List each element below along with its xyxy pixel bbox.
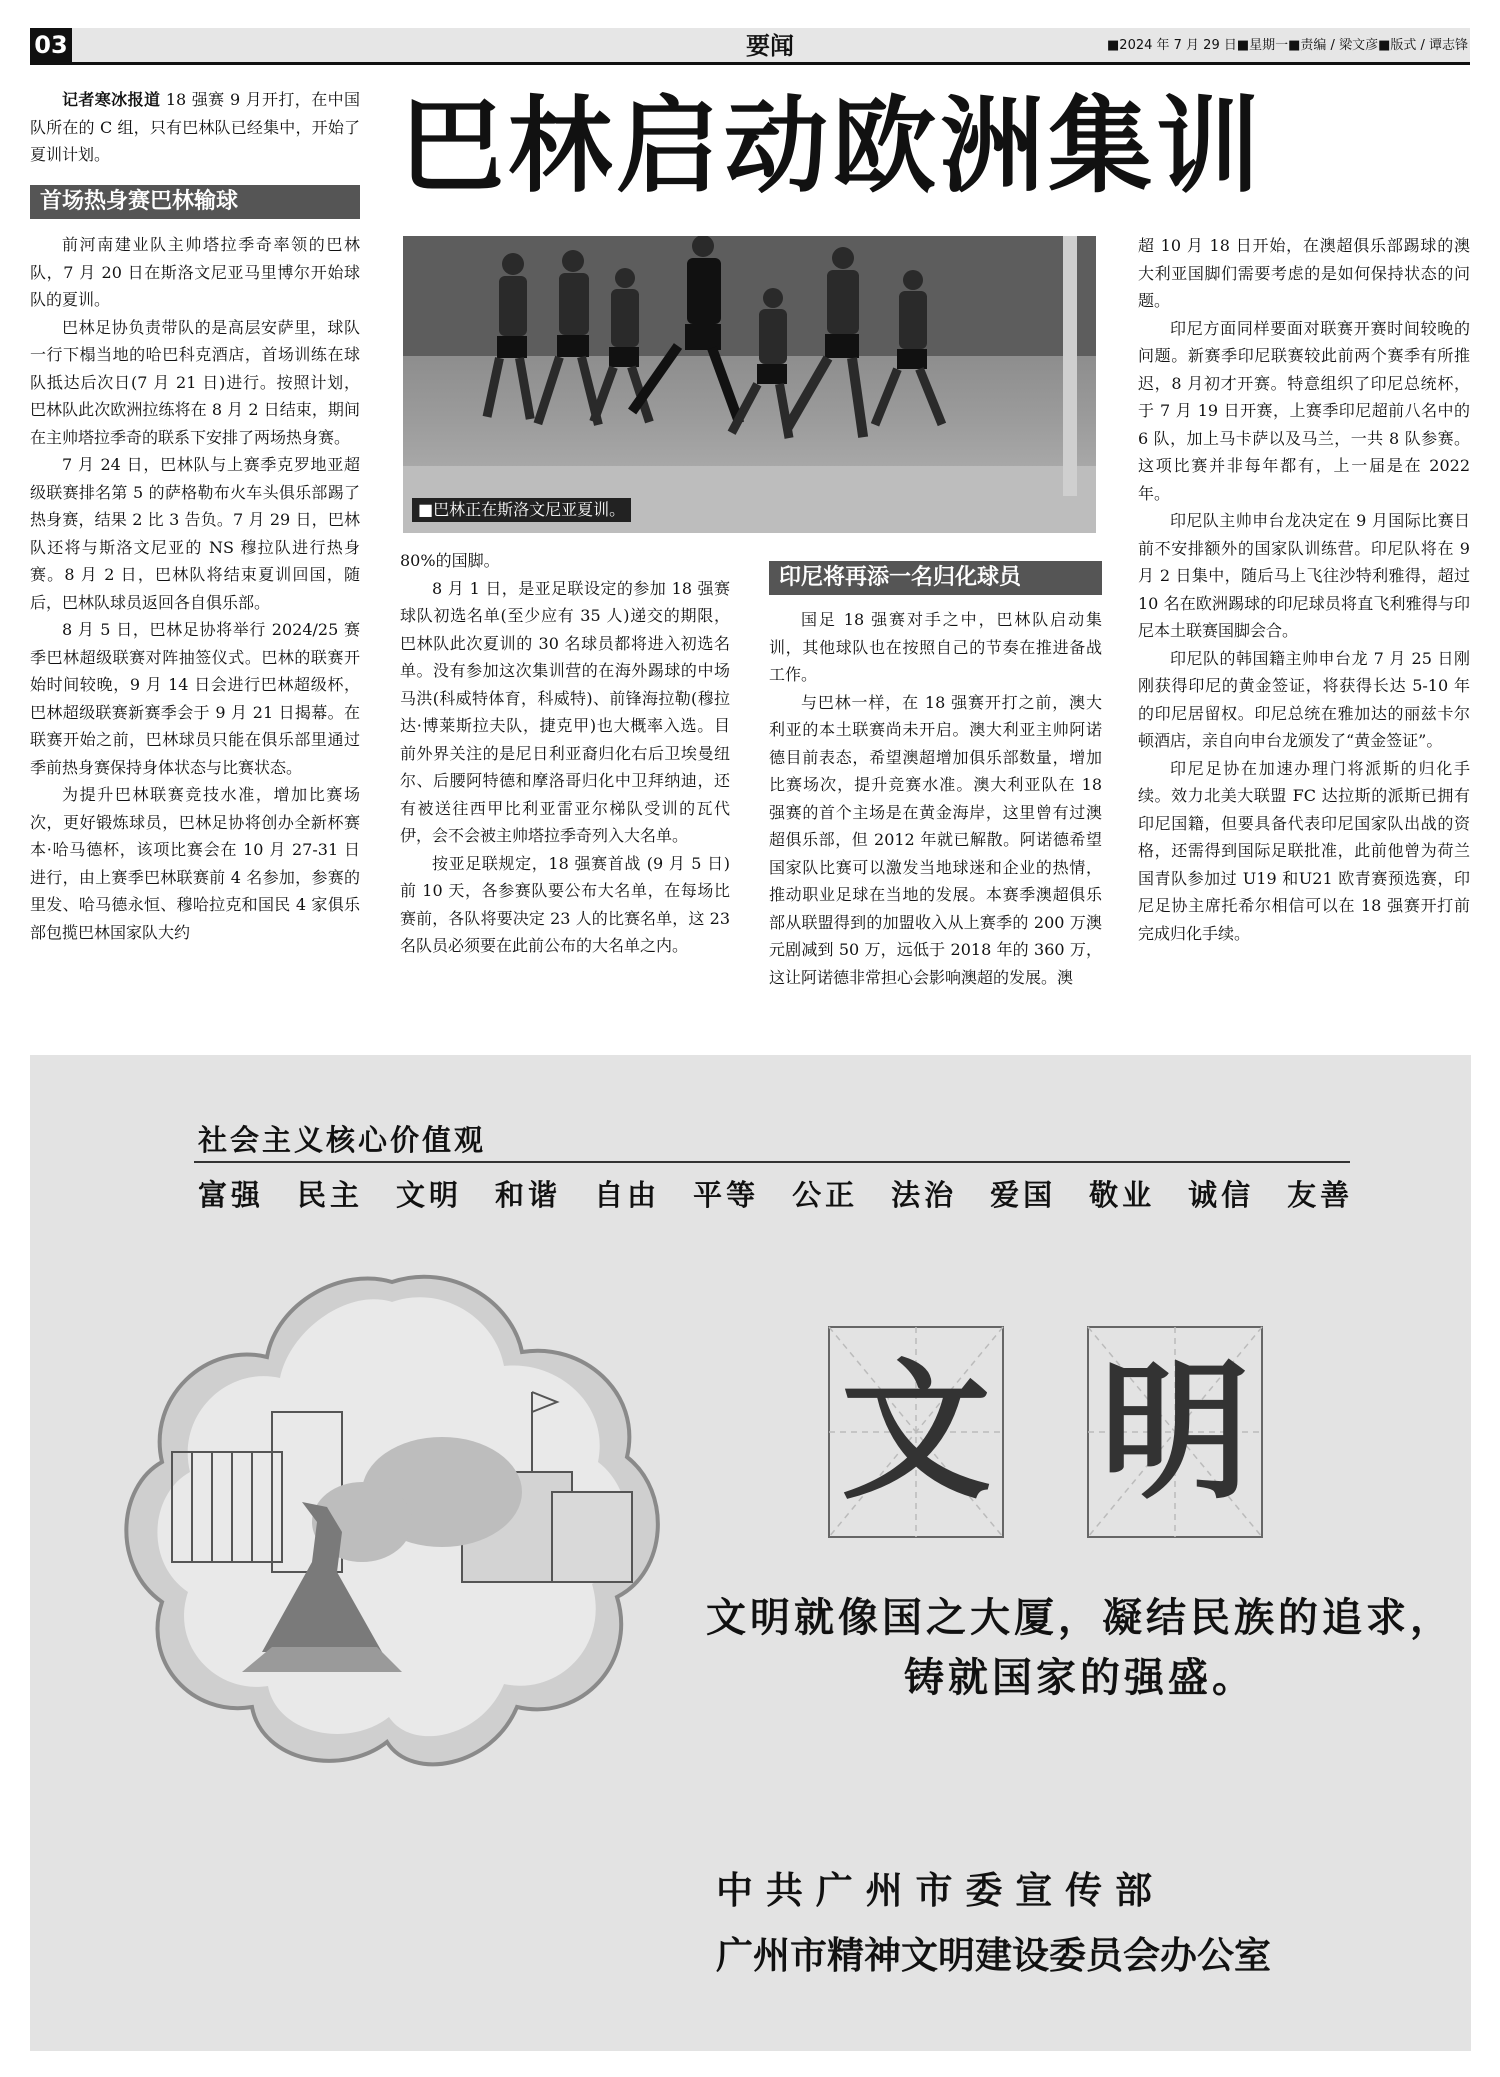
org-name-2: 广州市精神文明建设委员会办公室 [716, 1934, 1271, 1977]
paragraph: 与巴林一样，在 18 强赛开打之前，澳大利亚的本土联赛尚未开启。澳大利亚主帅阿诺德目前表态，希望澳超增加俱乐部数量，增加比赛场次，提升竞赛水准。澳大利亚队在 18 强赛的首个主场是在黄金海岸，这里曾有过澳超俱乐部，但 2012 年就已解散。阿诺德希望国家队比赛可以激发当地球迷和企业的热情，推动职业足球在当地的发展。本赛季澳超俱乐部从联盟得到的加盟收入从上赛季的 200 万澳元剧减到 50 万，远低于 2018 年的 360 万，这让阿诺德非常担心会影响澳超的发展。澳 [769, 692, 1102, 987]
big-char-1: 文 [840, 1344, 991, 1520]
core-value: 富强 [198, 1178, 265, 1212]
poster-slogan [690, 1588, 1470, 1708]
core-value: 平等 [693, 1178, 760, 1212]
core-value: 诚信 [1188, 1178, 1255, 1212]
core-value: 爱国 [990, 1178, 1057, 1212]
slogan-line: 文明就像国之大厦，凝结民族的追求， [706, 1595, 1454, 1641]
core-value: 公正 [792, 1178, 859, 1212]
paragraph: 印尼队主帅申台龙决定在 9 月国际比赛日前不安排额外的国家队训练营。印尼队将在 9 月 2 日集中，随后马上飞往沙特利雅得，超过 10 名在欧洲踢球的印尼球员将直飞利雅得与印尼本土联赛国脚会合。 [1138, 511, 1470, 640]
photo-caption: ■巴林正在斯洛文尼亚夏训。 [412, 498, 631, 522]
dateline: ■2024 年 7 月 29 日■星期一■责编 / 梁文彦■版式 / 谭志锋 [1107, 38, 1468, 53]
core-value: 民主 [297, 1178, 364, 1212]
core-value: 法治 [891, 1178, 958, 1212]
column-4 [1138, 232, 1470, 947]
big-char-2: 明 [1099, 1344, 1250, 1520]
training-photo-illustration [403, 236, 1096, 533]
core-value: 友善 [1287, 1178, 1354, 1212]
paragraph: 为提升巴林联赛竞技水准，增加比赛场次，更好锻炼球员，巴林足协将创办全新杯赛本·哈马德杯，该项比赛会在 10 月 27-31 日进行，由上赛季巴林联赛前 4 名参加，参赛的里发、哈马德永恒、穆哈拉克和国民 4 家俱乐部包揽巴林国家队大约 [30, 785, 360, 942]
core-value: 自由 [594, 1178, 661, 1212]
paragraph: 8 月 1 日，是亚足联设定的参加 18 强赛球队初选名单(至少应有 35 人)递交的期限，巴林队此次夏训的 30 名球员都将进入初选名单。没有参加这次集训营的在海外踢球的中场马洪(科威特体育，科威特)、前锋海拉勒(穆拉达·博莱斯拉夫队，捷克甲)也大概率入选。目前外界关注的是尼日利亚裔归化右后卫埃曼纽尔、后腰阿特德和摩洛哥归化中卫拜纳迪，还有被送往西甲比利亚雷亚尔梯队受训的瓦代伊，会不会被主帅塔拉季奇列入大名单。 [400, 578, 730, 845]
paragraph: 超 10 月 18 日开始，在澳超俱乐部踢球的澳大利亚国脚们需要考虑的是如何保持状态的问题。 [1138, 236, 1470, 310]
core-value: 和谐 [495, 1178, 562, 1212]
paragraph: 7 月 24 日，巴林队与上赛季克罗地亚超级联赛排名第 5 的萨格勒布火车头俱乐部踢了热身赛，结果 2 比 3 告负。7 月 29 日，巴林队还将与斯洛文尼亚的 NS 穆拉队进行热身赛。8 月 2 日，巴林队将结束夏训回国，随后，巴林队球员返回各自俱乐部。 [30, 455, 360, 612]
team-training-photo [403, 236, 1096, 533]
paragraph: 前河南建业队主帅塔拉季奇率领的巴林队，7 月 20 日在斯洛文尼亚马里博尔开始球队的夏训。 [30, 235, 360, 309]
core-value: 敬业 [1089, 1178, 1156, 1212]
slogan-line: 铸就国家的强盛。 [904, 1655, 1256, 1701]
lead-text: 18 强赛 9 月开打，在中国队所在的 C 组，只有巴林队已经集中，开始了夏训计划。 [30, 90, 360, 164]
paragraph: 国足 18 强赛对手之中，巴林队启动集训，其他球队也在按照自己的节奏在推进备战工作。 [769, 610, 1102, 684]
paragraph: 印尼方面同样要面对联赛开赛时间较晚的问题。新赛季印尼联赛较此前两个赛季有所推迟，8 月初才开赛。特意组织了印尼总统杯，于 7 月 19 日开赛，上赛季印尼超前八名中的 6 队，加上马卡萨以及马兰，一共 8 队参赛。这项比赛并非每年都有，上一届是在 2022 年。 [1138, 318, 1470, 503]
core-value: 文明 [396, 1178, 463, 1212]
org-name-1: 中 共 广 州 市 委 宣 传 部 [716, 1869, 1153, 1912]
reporter-byline: 记者寒冰报道 [62, 90, 161, 109]
section-title: 要闻 [746, 32, 794, 60]
headline: 巴林启动欧洲集训 [400, 85, 1265, 207]
poster-divider [194, 1161, 1350, 1163]
paragraph: 按亚足联规定，18 强赛首战 (9 月 5 日) 前 10 天，各参赛队要公布大名单，在每场比赛前，各队将要决定 23 人的比赛名单，这 23 名队员必须要在此前公布的大名单之内。 [400, 853, 730, 955]
poster-title: 社会主义核心价值观 [198, 1123, 487, 1157]
core-values-list [198, 1175, 1386, 1215]
column-3 [769, 606, 1102, 991]
paragraph: 巴林足协负责带队的是高层安萨里，球队一行下榻当地的哈巴科克酒店，首场训练在球队抵达后次日(7 月 21 日)进行。按照计划，巴林队此次欧洲拉练将在 8 月 2 日结束，期间在主帅塔拉季奇的联系下安排了两场热身赛。 [30, 317, 360, 447]
subhead-indonesia-naturalization: 印尼将再添一名归化球员 [769, 561, 1102, 595]
page-number: 03 [30, 28, 72, 62]
subhead-bahrain-warmup: 首场热身赛巴林输球 [30, 185, 360, 219]
column-2 [400, 547, 730, 960]
column-1 [30, 231, 360, 946]
paragraph: 印尼足协在加速办理门将派斯的归化手续。效力北美大联盟 FC 达拉斯的派斯已拥有印尼国籍，但要具备代表印尼国家队出战的资格，还需得到国际足联批准，此前他曾为荷兰国青队参加过 U19 和U21 欧青赛预选赛，印尼足协主席托希尔相信可以在 18 强赛开打前完成归化手续。 [1138, 758, 1470, 943]
guangzhou-landmark-illustration [112, 1262, 672, 1782]
paragraph: 印尼队的韩国籍主帅申台龙 7 月 25 日刚刚获得印尼的黄金签证，将获得长达 5-10 年的印尼居留权。印尼总统在雅加达的丽兹卡尔顿酒店，亲自向申台龙颁发了“黄金签证”。 [1138, 648, 1470, 750]
paragraph: 80%的国脚。 [400, 551, 500, 570]
column-1-lead [30, 86, 360, 169]
paragraph: 8 月 5 日，巴林足协将举行 2024/25 赛季巴林超级联赛对阵抽签仪式。巴林的联赛开始时间较晚，9 月 14 日会进行巴林超级杯，巴林超级联赛新赛季会于 9 月 21 日揭幕。在联赛开始之前，巴林球员只能在俱乐部里通过季前热身赛保持身体状态与比赛状态。 [30, 620, 360, 777]
